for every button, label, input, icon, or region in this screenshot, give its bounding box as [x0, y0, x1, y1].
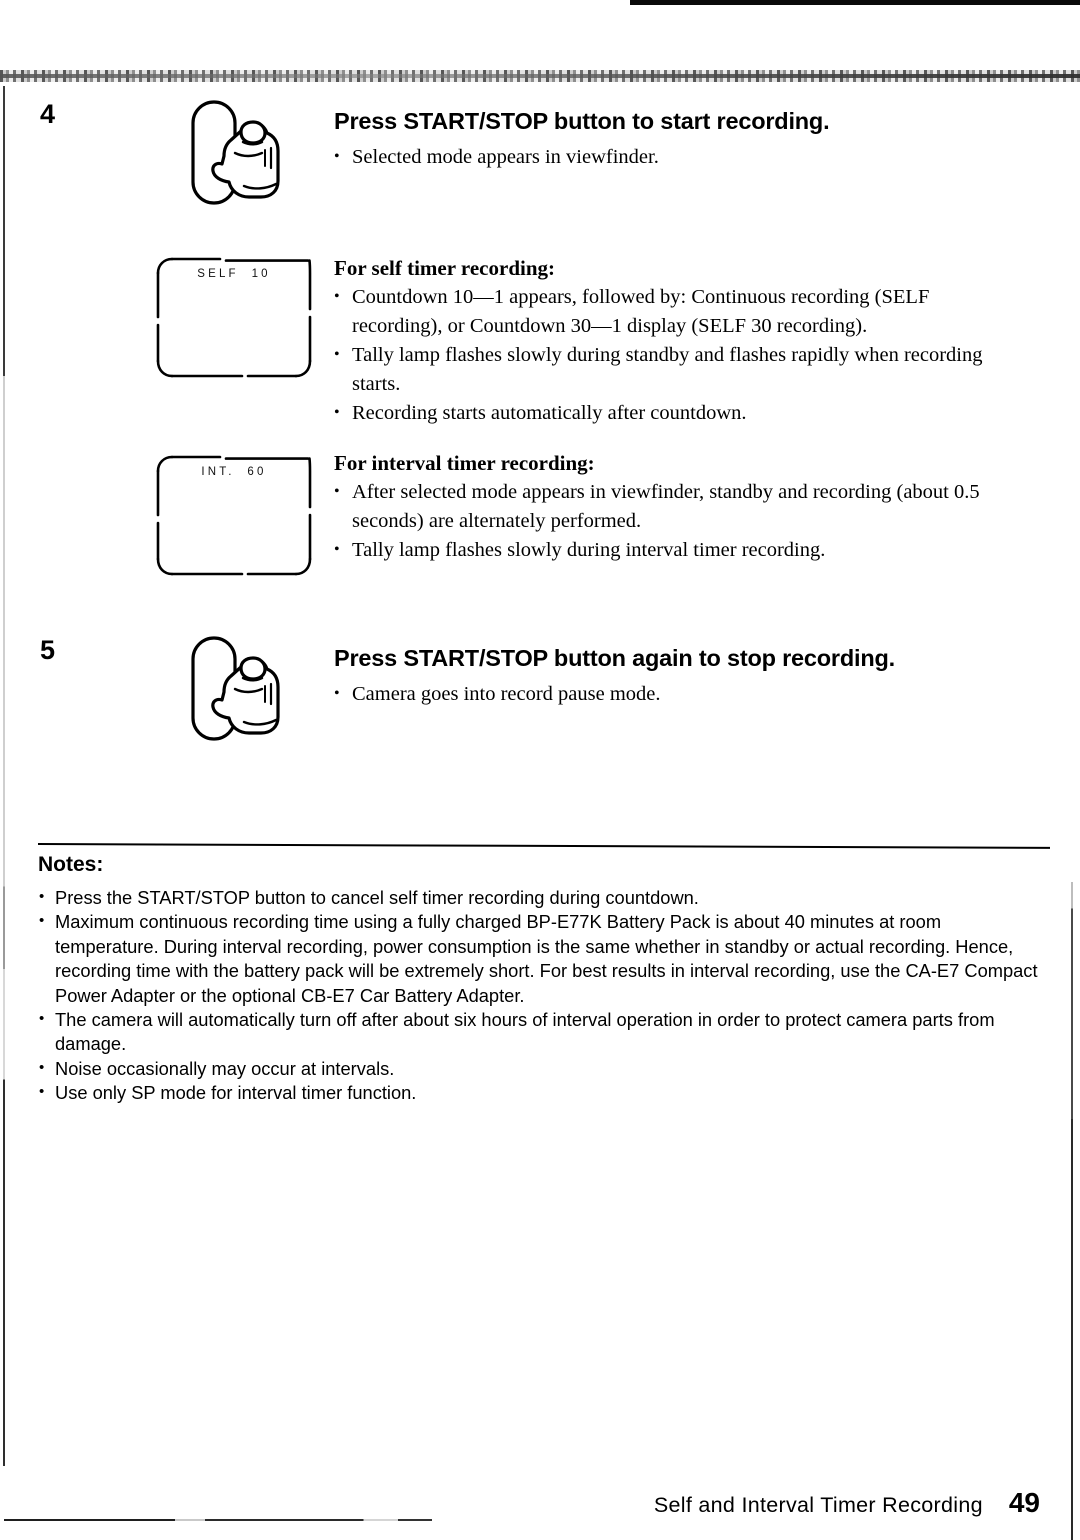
viewfinder-label-self: SELF 10	[197, 268, 271, 280]
step-heading-5: Press START/STOP button again to stop recording.	[334, 645, 895, 671]
step-4-bullet-1: • Selected mode appears in viewfinder.	[334, 143, 954, 172]
note-item: • The camera will automatically turn off after about six hours of interval operation in order to protect camera parts from damage.	[38, 1008, 1048, 1057]
interval-timer-bullet-1: • After selected mode appears in viewfinder, standby and recording (about 0.5 seconds) are alternately performed.	[334, 478, 1034, 536]
self-timer-bullet-3: • Recording starts automatically after countdown.	[334, 399, 1024, 428]
step-number-5: 5	[40, 635, 56, 665]
hand-pressing-button-icon	[186, 96, 294, 208]
scan-artifact-bottom-edge	[4, 1519, 432, 1521]
scan-artifact-top-bar	[630, 0, 1080, 5]
notes-divider	[38, 843, 1050, 849]
note-item: • Maximum continuous recording time using a fully charged BP-E77K Battery Pack is about 40 minutes at room temperature. During interval recording, power consumption is the same whether in standby or actual recording. Hence, recording time with the battery pack will be extremely short. For best results in interval recording, use the CA-E7 Compact Power Adapter or the optional CB-E7 Car Battery Adapter.	[38, 910, 1048, 1008]
scan-artifact-left-edge	[3, 86, 5, 1466]
page-footer	[0, 1487, 1040, 1519]
note-item: • Use only SP mode for interval timer function.	[38, 1081, 1048, 1105]
viewfinder-label-interval: INT. 60	[201, 466, 267, 478]
notes-list	[38, 886, 1048, 1106]
viewfinder-display-icon-self	[156, 257, 312, 379]
step-heading-4: Press START/STOP button to start recording.	[334, 108, 830, 134]
interval-timer-heading: For interval timer recording:	[334, 451, 595, 475]
hand-pressing-button-icon-stop	[186, 632, 294, 744]
self-timer-bullet-2: • Tally lamp flashes slowly during standby and flashes rapidly when recording starts.	[334, 341, 1024, 399]
note-item: • Press the START/STOP button to cancel self timer recording during countdown.	[38, 886, 1048, 910]
note-item: • Noise occasionally may occur at intervals.	[38, 1057, 1048, 1081]
scan-artifact-right-edge	[1071, 882, 1073, 1540]
viewfinder-display-icon-interval	[156, 455, 312, 577]
self-timer-heading: For self timer recording:	[334, 256, 556, 280]
self-timer-bullet-1: • Countdown 10—1 appears, followed by: Continuous recording (SELF recording), or Countdown 30—1 display (SELF 30 recording).	[334, 283, 1024, 341]
step-5-bullet-1: • Camera goes into record pause mode.	[334, 680, 954, 709]
notes-title: Notes:	[38, 853, 104, 876]
scan-artifact-noise-band	[0, 70, 1080, 82]
page-number: 49	[1008, 1487, 1040, 1518]
interval-timer-bullet-2: • Tally lamp flashes slowly during interval timer recording.	[334, 536, 1034, 565]
step-number-4: 4	[40, 99, 56, 129]
footer-section-title: Self and Interval Timer Recording	[653, 1493, 983, 1517]
